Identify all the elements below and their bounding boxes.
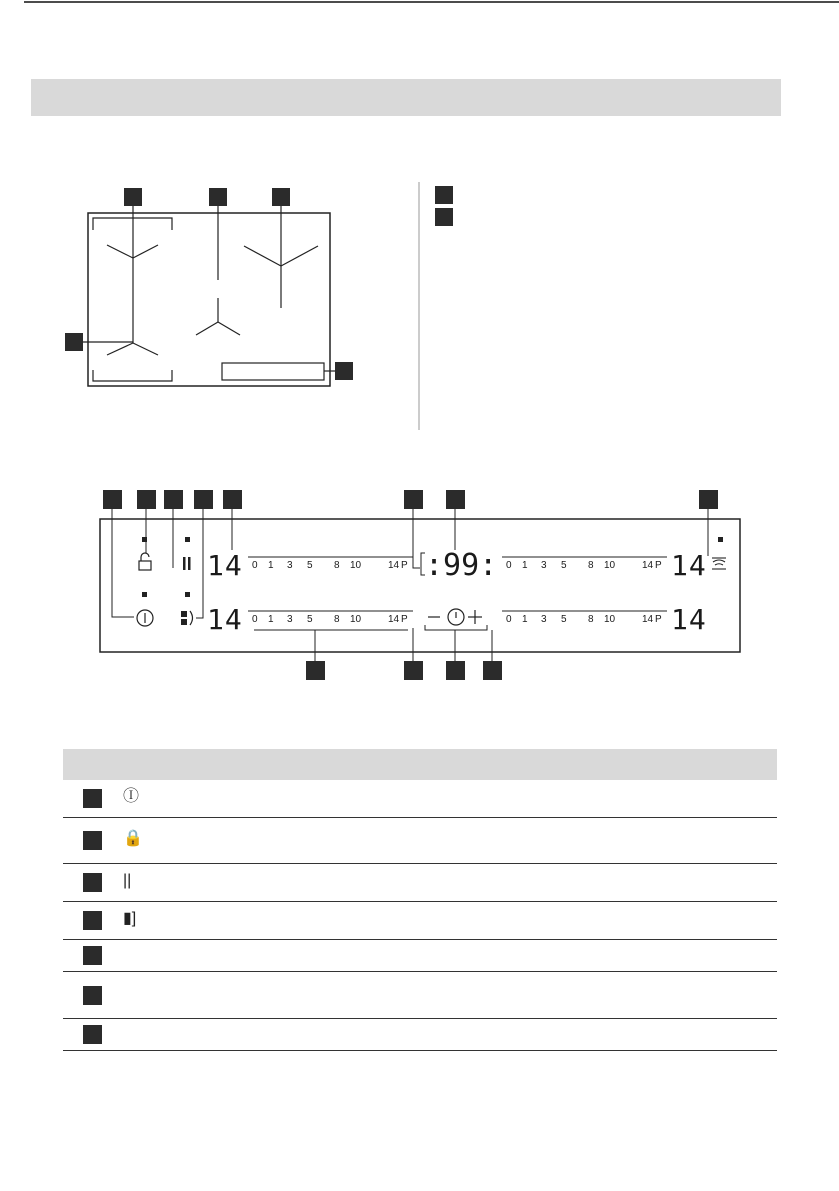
bridge-icon — [181, 611, 193, 625]
scale-number: 0 — [252, 614, 258, 625]
scale-number: 0 — [506, 614, 512, 625]
scale-number: 14 — [642, 560, 654, 571]
scale-power-label: P — [655, 614, 662, 625]
level-display-2: 14 — [207, 603, 243, 636]
scale-number: 1 — [522, 560, 528, 571]
level-display-1: 14 — [207, 549, 243, 582]
row-marker — [83, 831, 102, 850]
row-marker — [83, 911, 102, 930]
scale-number: 10 — [604, 614, 616, 625]
table-row — [63, 1019, 777, 1051]
legend-table — [63, 749, 777, 1051]
scale-number: 8 — [334, 614, 340, 625]
scale-number: 5 — [561, 560, 567, 571]
scale-number: 1 — [268, 614, 274, 625]
pause-icon: || — [123, 872, 132, 889]
scale-number: 14 — [388, 560, 400, 571]
scale-power-label: P — [401, 560, 408, 571]
row-marker — [83, 789, 102, 808]
scale-number: 5 — [561, 614, 567, 625]
scale-power-label: P — [401, 614, 408, 625]
scale-number: 1 — [522, 614, 528, 625]
timer-display: :99: — [425, 548, 498, 583]
table-row — [63, 818, 777, 864]
scale-number: 3 — [287, 560, 293, 571]
scale-number: 1 — [268, 560, 274, 571]
power-icon: Ⓘ — [123, 788, 140, 805]
row-marker — [83, 1025, 102, 1044]
scale-number: 8 — [334, 560, 340, 571]
table-row — [63, 940, 777, 972]
lock-icon: 🔒 — [123, 830, 143, 847]
scale-number: 10 — [604, 560, 616, 571]
row-marker — [83, 873, 102, 892]
table-header — [63, 749, 777, 780]
timer-controls — [428, 609, 482, 625]
level-display-4: 14 — [671, 603, 707, 636]
scale-number: 5 — [307, 560, 313, 571]
scale-number: 0 — [252, 560, 258, 571]
row-marker — [83, 986, 102, 1005]
table-row — [63, 864, 777, 902]
level-display-3: 14 — [671, 549, 707, 582]
pause-icon — [183, 557, 191, 570]
scale-number: 14 — [642, 614, 654, 625]
row-marker — [83, 946, 102, 965]
scale-number: 14 — [388, 614, 400, 625]
scale-number: 10 — [350, 614, 362, 625]
scale-number: 8 — [588, 560, 594, 571]
scale-number: 5 — [307, 614, 313, 625]
scale-number: 3 — [541, 560, 547, 571]
scale-number: 0 — [506, 560, 512, 571]
scale-power-label: P — [655, 560, 662, 571]
scale-number: 3 — [287, 614, 293, 625]
bridge-icon: ▮] — [123, 910, 137, 927]
table-row — [63, 902, 777, 940]
hood-icon — [712, 558, 726, 569]
lock-icon — [139, 553, 151, 570]
table-row — [63, 780, 777, 818]
table-row — [63, 972, 777, 1019]
scale-number: 10 — [350, 560, 362, 571]
power-icon — [137, 610, 153, 626]
scale-number: 8 — [588, 614, 594, 625]
scale-number: 3 — [541, 614, 547, 625]
